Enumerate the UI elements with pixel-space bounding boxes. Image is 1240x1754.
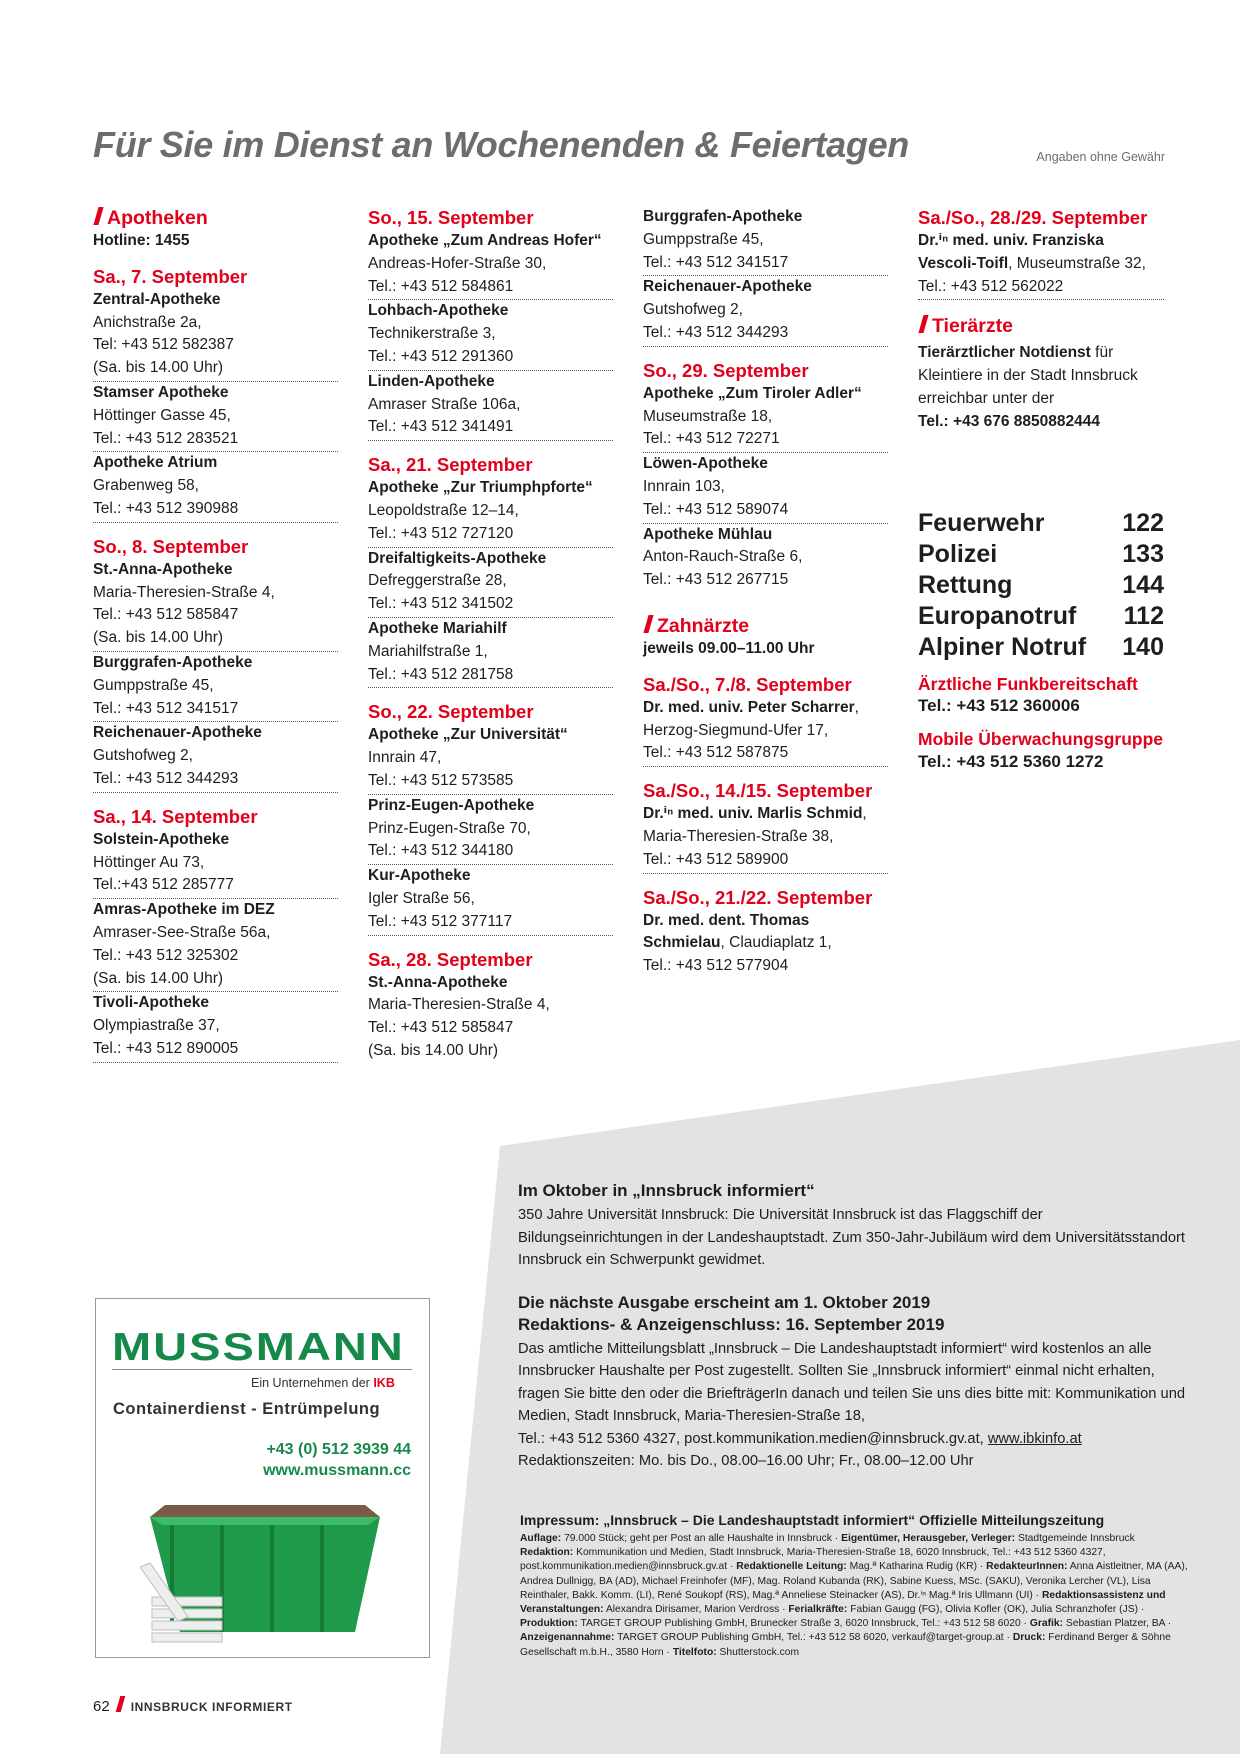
funk-heading: Ärztliche Funkbereitschaft (918, 673, 1138, 694)
pharmacy-detail: (Sa. bis 14.00 Uhr) (93, 969, 224, 987)
date-heading: Sa./So., 21./22. September (643, 886, 873, 908)
pharmacy-detail: Tel.: +43 512 727120 (368, 524, 514, 542)
impressum-value: TARGET GROUP Publishing GmbH, Brunecker Straße 3, 6020 Innsbruck, Tel.: +43 512 58 6020 · (577, 1618, 1030, 1630)
dentist-name-line (643, 910, 888, 956)
pharmacy-name: Apotheke „Zum Andreas Hofer“ (368, 232, 602, 249)
pharmacy-detail: Höttinger Au 73, (93, 853, 205, 871)
container-image (140, 1497, 390, 1647)
pharmacy-detail: Leopoldstraße 12–14, (368, 501, 519, 519)
impressum-label: Titelfoto: (672, 1646, 717, 1658)
pharmacy-detail: Grabenweg 58, (93, 477, 199, 495)
publication-name: INNSBRUCK INFORMIERT (130, 1700, 293, 1714)
impressum-value: Shutterstock.com (716, 1646, 800, 1658)
date-heading: So., 15. September (368, 207, 534, 228)
pharmacy-name: St.-Anna-Apotheke (368, 973, 508, 991)
emergency-label: Rettung (918, 570, 1013, 599)
pharmacy-detail: Tel.: +43 512 341517 (93, 699, 239, 717)
tierarzt-text: Tierärztlicher Notdienst für Kleintiere in der Stadt Innsbruck erreichbar unter der (918, 344, 1138, 407)
zahnaerzte-heading: Zahnärzte (643, 614, 888, 638)
oktober-text: 350 Jahre Universität Innsbruck: Die Universität Innsbruck ist das Flaggschiff der Bildungseinrichtungen in der Landeshauptstadt. Zum 350-Jahr-Jubiläum wird dem Universitätsstandort Innsbruck ein Schwerpunkt gewidmet. (518, 1207, 1186, 1268)
column-3-blocks (643, 206, 888, 592)
zahnaerzte-blocks (643, 673, 888, 978)
dentist-detail: Tel.: +43 512 587875 (643, 744, 789, 762)
impressum-label: Grafik: (1029, 1618, 1064, 1630)
impressum (520, 1512, 1190, 1660)
apotheken-hotline: Hotline: 1455 (93, 232, 190, 249)
pharmacy-detail: Tel.: +43 512 573585 (368, 771, 514, 789)
pharmacy-name: Apotheke „Zur Universität“ (368, 726, 568, 744)
pharmacy-detail: Höttinger Gasse 45, (93, 406, 231, 424)
pharmacy-name: Burggrafen-Apotheke (643, 208, 803, 225)
pharmacy-name: Löwen-Apotheke (643, 455, 768, 473)
pharmacy-entry (643, 276, 888, 346)
doctor-address: , Museumstraße 32, (1008, 254, 1146, 272)
emergency-number: 140 (1122, 632, 1164, 661)
dentist-entry (643, 803, 888, 873)
pharmacy-detail: Gutshofweg 2, (643, 301, 743, 319)
pharmacy-detail: Gumppstraße 45, (643, 230, 764, 248)
ad-subtitle: Ein Unternehmen der IKB (251, 1376, 395, 1390)
pharmacy-detail: Tel: +43 512 582387 (93, 336, 234, 354)
pharmacy-detail: Tel.: +43 512 291360 (368, 347, 514, 365)
impressum-value: Kommunikation und Medien, Stadt Innsbruck, Maria-Theresien-Straße 18, 6020 Innsbruck, Tel.: +43 512 5360 4327, post.kommunikation.medien@innsbruck.gv.at · (520, 1547, 1106, 1573)
pharmacy-entry (368, 618, 613, 688)
emergency-row (918, 570, 1164, 601)
zahnaerzte-hours: jeweils 09.00–11.00 Uhr (643, 639, 815, 657)
dentist-entry (643, 910, 888, 978)
pharmacy-name: Linden-Apotheke (368, 372, 495, 390)
pharmacy-entry (368, 795, 613, 865)
pharmacy-detail: Technikerstraße 3, (368, 325, 496, 343)
mussmann-logo: MUSSMANN (112, 1324, 405, 1369)
emergency-row (918, 632, 1164, 663)
pharmacy-detail: Tel.: +43 512 341491 (368, 418, 514, 436)
pharmacy-detail: Tel.: +43 512 325302 (93, 946, 239, 964)
impressum-value: Alexandra Dirisamer, Marion Verdross · (603, 1604, 789, 1616)
impressum-value: Stadtgemeinde Innsbruck (1015, 1533, 1135, 1544)
dentist-name: Dr. med. univ. Peter Scharrer (643, 698, 855, 716)
info-box (518, 1180, 1188, 1473)
apotheken-heading: Apotheken (93, 206, 338, 230)
pharmacy-detail: Amraser Straße 106a, (368, 395, 521, 413)
emergency-numbers (918, 508, 1164, 663)
pharmacy-entry (93, 829, 338, 899)
red-slash-icon (93, 207, 103, 225)
pharmacy-name: Apotheke „Zur Triumphpforte“ (368, 479, 593, 497)
impressum-value: Sebastian Platzer, BA · (1063, 1618, 1172, 1630)
emergency-row (918, 508, 1164, 539)
impressum-label: Ferialkräfte: (788, 1604, 848, 1616)
emergency-row (918, 601, 1164, 632)
pharmacy-detail: Tel.: +43 512 344293 (93, 769, 239, 787)
pharmacy-detail: Tel.: +43 512 584861 (368, 277, 514, 295)
pharmacy-entry (643, 383, 888, 453)
doctor-name: Dr.ⁱⁿ med. univ. Franziska Vescoli-Toifl (918, 232, 1104, 272)
emergency-label: Feuerwehr (918, 508, 1045, 537)
pharmacy-detail: Maria-Theresien-Straße 4, (368, 996, 550, 1014)
mussmann-ad[interactable] (95, 1298, 430, 1658)
dentist-rest: , (862, 805, 867, 823)
pharmacy-entry (93, 559, 338, 652)
impressum-value: Fabian Gaugg (FG), Olivia Kofler (OK), Julia Schranzhofer (JS) · (847, 1604, 1145, 1616)
impressum-value: TARGET GROUP Publishing GmbH, Tel.: +43 512 58 6020, verkauf@target-group.at · (614, 1632, 1013, 1644)
pharmacy-name: Solstein-Apotheke (93, 830, 230, 848)
pharmacy-detail: Igler Straße 56, (368, 889, 475, 907)
pharmacy-detail: Innrain 47, (368, 749, 442, 767)
ad-divider (112, 1369, 412, 1370)
pharmacy-detail: Maria-Theresien-Straße 4, (93, 583, 275, 601)
pharmacy-detail: Tel.: +43 512 283521 (93, 429, 239, 447)
ad-phone: +43 (0) 512 3939 44 (266, 1441, 411, 1458)
pharmacy-name: Reichenauer-Apotheke (643, 278, 812, 296)
pharmacy-entry (93, 452, 338, 522)
page-title: Für Sie im Dienst an Wochenenden & Feiertagen (93, 124, 909, 165)
emergency-label: Europanotruf (918, 601, 1077, 630)
dentist-name-line (643, 697, 888, 720)
pharmacy-detail: (Sa. bis 14.00 Uhr) (93, 359, 224, 377)
pharmacy-entry (643, 524, 888, 592)
dentist-detail: Tel.: +43 512 577904 (643, 957, 789, 975)
pharmacy-name: Burggrafen-Apotheke (93, 653, 253, 671)
pharmacy-detail: Andreas-Hofer-Straße 30, (368, 254, 547, 272)
pharmacy-detail: Amraser-See-Straße 56a, (93, 923, 271, 941)
pharmacy-detail: Tel.: +43 512 341502 (368, 595, 514, 613)
date-heading: Sa., 28. September (368, 948, 533, 970)
emergency-number: 122 (1122, 508, 1164, 537)
impressum-label: RedakteurInnen: (986, 1561, 1068, 1573)
impressum-label: Auflage: (520, 1533, 562, 1544)
page-footer (93, 1696, 293, 1715)
pharmacy-name: Prinz-Eugen-Apotheke (368, 796, 535, 814)
pharmacy-detail: Mariahilfstraße 1, (368, 642, 488, 660)
dentist-detail: Herzog-Siegmund-Ufer 17, (643, 721, 829, 739)
pharmacy-detail: Tel.: +43 512 377117 (368, 912, 513, 930)
ad-contact (263, 1439, 411, 1481)
pharmacy-detail: Tel.: +43 512 585847 (368, 1019, 514, 1037)
pharmacy-entry (93, 289, 338, 382)
impressum-label: Eigentümer, Herausgeber, Verleger: (841, 1533, 1016, 1544)
column-3 (643, 206, 888, 978)
column-1 (93, 206, 338, 1063)
pharmacy-name: Apotheke „Zum Tiroler Adler“ (643, 384, 862, 402)
mobile-heading: Mobile Überwachungsgruppe (918, 729, 1164, 750)
date-heading: Sa., 14. September (93, 805, 258, 827)
pharmacy-entry (93, 382, 338, 452)
pharmacy-entry (643, 453, 888, 523)
red-slash-icon (115, 1696, 125, 1712)
dentist-entry (643, 697, 888, 767)
disclaimer: Angaben ohne Gewähr (1036, 150, 1165, 164)
doctor-entry (918, 230, 1164, 300)
pharmacy-detail: Defreggerstraße 28, (368, 572, 507, 590)
pharmacy-entry (368, 477, 613, 547)
red-slash-icon (643, 615, 653, 633)
pharmacy-detail: Tel.: +43 512 72271 (643, 430, 780, 448)
column-4 (918, 206, 1164, 774)
date-heading: So., 8. September (93, 535, 249, 557)
date-heading: Sa., 7. September (93, 265, 248, 287)
impressum-label: Druck: (1012, 1632, 1046, 1644)
mobile-tel: Tel.: +43 512 5360 1272 (918, 751, 1104, 771)
date-heading: So., 22. September (368, 701, 534, 723)
pharmacy-name: Stamser Apotheke (93, 383, 229, 401)
pharmacy-detail: Anichstraße 2a, (93, 313, 202, 331)
date-heading: Sa./So., 7./8. September (643, 673, 852, 695)
pharmacy-name: Kur-Apotheke (368, 867, 471, 885)
pharmacy-detail: Tel.: +43 512 585847 (93, 606, 239, 624)
pharmacy-entry (93, 722, 338, 792)
funk-tel: Tel.: +43 512 360006 (918, 696, 1080, 716)
date-heading: Sa., 21. September (368, 454, 533, 476)
pharmacy-detail: Olympiastraße 37, (93, 1017, 220, 1035)
impressum-text (520, 1532, 1190, 1660)
pharmacy-detail: Gumppstraße 45, (93, 676, 214, 694)
pharmacy-entry (93, 899, 338, 992)
pharmacy-detail: Tel.:+43 512 285777 (93, 876, 234, 894)
pharmacy-detail: Tel.: +43 512 281758 (368, 665, 514, 683)
pharmacy-detail: Tel.: +43 512 589074 (643, 500, 789, 518)
pharmacy-detail: Anton-Rauch-Straße 6, (643, 548, 803, 566)
tieraerzte-heading: Tierärzte (918, 314, 1164, 338)
pharmacy-detail: Museumstraße 18, (643, 407, 773, 425)
pharmacy-detail: (Sa. bis 14.00 Uhr) (93, 629, 224, 647)
oktober-heading: Im Oktober in „Innsbruck informiert“ (518, 1181, 815, 1200)
ad-tagline: Containerdienst - Entrümpelung (113, 1400, 381, 1418)
emergency-row (918, 539, 1164, 570)
dentist-detail: Tel.: +43 512 589900 (643, 850, 789, 868)
pharmacy-entry (93, 992, 338, 1062)
impressum-value: Ferdinand Berger & Söhne Gesellschaft m.b.H., 3580 Horn · (520, 1632, 1171, 1658)
office-hours: Redaktionszeiten: Mo. bis Do., 08.00–16.00 Uhr; Fr., 08.00–12.00 Uhr (518, 1453, 974, 1469)
emergency-label: Polizei (918, 539, 998, 568)
tierarzt-tel: Tel.: +43 676 8850882444 (918, 412, 1100, 430)
pharmacy-name: Dreifaltigkeits-Apotheke (368, 549, 547, 567)
pharmacy-name: Tivoli-Apotheke (93, 994, 209, 1012)
dentist-rest: , (854, 698, 859, 716)
dentist-detail: Maria-Theresien-Straße 38, (643, 827, 834, 845)
ad-web[interactable]: www.mussmann.cc (263, 1462, 411, 1479)
impressum-label: Anzeigenannahme: (520, 1632, 615, 1644)
ibkinfo-link[interactable]: www.ibkinfo.at (987, 1430, 1082, 1447)
pharmacy-name: Lohbach-Apotheke (368, 302, 509, 320)
column-1-blocks (93, 265, 338, 1063)
pharmacy-detail: Tel.: +43 512 344180 (368, 842, 514, 860)
pharmacy-detail: Tel.: +43 512 390988 (93, 499, 239, 517)
pharmacy-detail: Tel.: +43 512 344293 (643, 323, 789, 341)
pharmacy-detail: Prinz-Eugen-Straße 70, (368, 819, 531, 837)
pharmacy-detail: (Sa. bis 14.00 Uhr) (368, 1041, 499, 1059)
next-issue-text: Das amtliche Mitteilungsblatt „Innsbruck – Die Landeshauptstadt informiert“ wird kostenlos an alle Innsbrucker Haushalte per Post zugestellt. Sollten Sie „Innsbruck informiert“ einmal nicht erhalten, fragen Sie bitte den oder die BriefträgerIn danach und teilen Sie uns dies bitte mit: Kommunikation und Medien, Stadt Innsbruck, Maria-Theresien-Straße 18, (518, 1340, 1186, 1424)
pharmacy-detail: Innrain 103, (643, 477, 725, 495)
pharmacy-name: Zentral-Apotheke (93, 290, 221, 308)
dentist-name: Dr.ⁱⁿ med. univ. Marlis Schmid (643, 805, 863, 823)
doctor-tel: Tel.: +43 512 562022 (918, 277, 1064, 295)
column-2 (368, 206, 613, 1063)
pharmacy-entry (368, 371, 613, 441)
pharmacy-name: Reichenauer-Apotheke (93, 724, 262, 742)
dentist-name: Dr. med. dent. Thomas Schmielau (643, 911, 810, 952)
impressum-title: Impressum: „Innsbruck – Die Landeshauptstadt informiert“ Offizielle Mitteilungszeitung (520, 1512, 1105, 1528)
pharmacy-detail: Tel.: +43 512 341517 (643, 253, 789, 271)
date-heading: Sa./So., 28./29. September (918, 207, 1148, 228)
pharmacy-detail: Gutshofweg 2, (93, 747, 193, 765)
pharmacy-name: St.-Anna-Apotheke (93, 560, 233, 578)
next-issue-heading: Die nächste Ausgabe erscheint am 1. Oktober 2019 (518, 1292, 931, 1312)
page-number: 62 (93, 1698, 110, 1715)
column-2-blocks (368, 206, 613, 1063)
impressum-value: Anna Aistleitner, MA (AA), Andrea Dullnigg, BA (AD), Michael Freinhofer (MF), Mag. Roland Kubanda (RK), Sabine Kuess, MSc. (SAKU), Veronika Lercher (VL), Lisa Reinthaler, Bakk. Komm. (LI), René Soukopf (RS), Mag.ª Anneliese Steinacker (AS), Dr.ⁱⁿ Mag.ª Iris Ullmann (UI) · (520, 1561, 1188, 1601)
dentist-name-line (643, 803, 888, 826)
pharmacy-detail: Tel.: +43 512 267715 (643, 571, 789, 589)
pharmacy-name: Apotheke Atrium (93, 454, 218, 472)
impressum-label: Redaktion: (520, 1547, 574, 1559)
emergency-number: 112 (1123, 601, 1164, 630)
emergency-label: Alpiner Notruf (918, 632, 1087, 661)
emergency-number: 133 (1122, 539, 1164, 568)
pharmacy-entry (368, 865, 613, 935)
pharmacy-entry (368, 300, 613, 370)
pharmacy-entry (368, 724, 613, 794)
pharmacy-entry (93, 652, 338, 722)
pharmacy-name: Apotheke Mariahilf (368, 619, 507, 637)
pharmacy-entry (368, 230, 613, 300)
pharmacy-detail: Tel.: +43 512 890005 (93, 1039, 239, 1057)
impressum-label: Redaktionsassistenz und Veranstaltungen: (520, 1589, 1166, 1616)
red-slash-icon (918, 315, 928, 333)
impressum-value: Mag.ª Katharina Rudig (KR) · (846, 1561, 987, 1573)
pharmacy-entry (643, 206, 888, 276)
pharmacy-name: Amras-Apotheke im DEZ (93, 901, 275, 919)
pharmacy-name: Apotheke Mühlau (643, 525, 773, 543)
impressum-label: Redaktionelle Leitung: (736, 1561, 847, 1573)
impressum-label: Produktion: (520, 1618, 578, 1630)
date-heading: So., 29. September (643, 359, 809, 381)
date-heading: Sa./So., 14./15. September (643, 780, 873, 802)
impressum-value: 79.000 Stück; geht per Post an alle Haushalte in Innsbruck · (561, 1533, 842, 1544)
deadline-heading: Redaktions- & Anzeigenschluss: 16. September 2019 (518, 1314, 945, 1334)
dentist-rest: , Claudiaplatz 1, (720, 934, 832, 952)
contact-line: Tel.: +43 512 5360 4327, post.kommunikation.medien@innsbruck.gv.at, www.ibkinfo.at (518, 1430, 1082, 1447)
pharmacy-entry (368, 972, 613, 1063)
emergency-number: 144 (1122, 570, 1164, 599)
pharmacy-entry (368, 548, 613, 618)
